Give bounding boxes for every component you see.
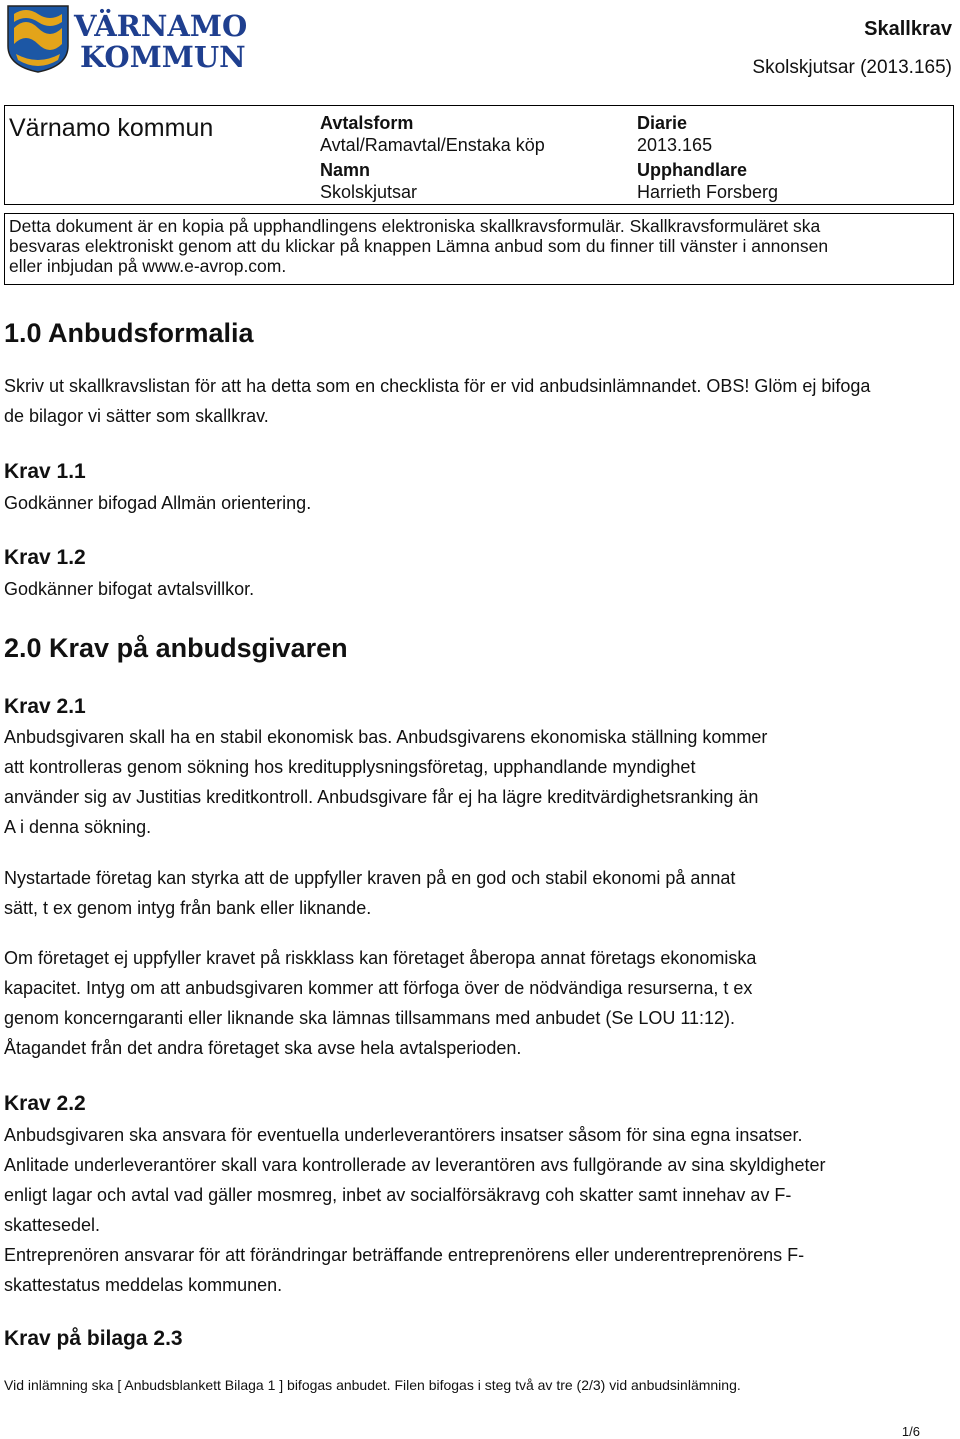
krav-2-1-paragraph-2 — [4, 863, 954, 923]
notice-box — [4, 213, 954, 285]
notice-line: eller inbjudan på www.e-avrop.com. — [9, 256, 287, 276]
document-type: Skallkrav — [864, 18, 952, 40]
page-number: 1/6 — [901, 1424, 920, 1439]
text-line: att kontrolleras genom sökning hos kreditupplysningsföretag, upphandlande myndighet — [4, 757, 696, 777]
krav-2-1-paragraph-3 — [4, 943, 954, 1063]
namn-value: Skolskjutsar — [320, 182, 418, 202]
avtalsform-label: Avtalsform — [320, 113, 414, 133]
text-line: kapacitet. Intyg om att anbudsgivaren kommer att förfoga över de nödvändiga resurserna, t ex — [4, 978, 753, 998]
varnamo-logo — [6, 4, 246, 74]
krav-bilaga-title: Krav på bilaga 2.3 — [4, 1327, 183, 1350]
coat-of-arms-icon — [6, 4, 246, 74]
upphandlare-value: Harrieth Forsberg — [637, 182, 779, 202]
text-line: skattestatus meddelas kommunen. — [4, 1275, 283, 1295]
krav-1-2-text: Godkänner bifogat avtalsvillkor. — [4, 579, 255, 599]
text-line: de bilagor vi sätter som skallkrav. — [4, 406, 269, 426]
section1-intro — [4, 371, 954, 431]
text-line: Anbudsgivaren skall ha en stabil ekonomisk bas. Anbudsgivarens ekonomiska ställning kommer — [4, 727, 768, 747]
text-line: Om företaget ej uppfyller kravet på riskklass kan företaget åberopa annat företags ekonomiska — [4, 948, 757, 968]
text-line: Entreprenören ansvarar för att förändringar beträffande entreprenörens eller underentreprenörens F- — [4, 1245, 805, 1265]
text-line: skattesedel. — [4, 1215, 101, 1235]
text-line: genom koncerngaranti eller liknande ska lämnas tillsammans med anbudet (Se LOU 11:12). — [4, 1008, 736, 1028]
diarie-cell — [637, 112, 712, 156]
krav-2-1-paragraph-1 — [4, 722, 954, 842]
krav-1-1-text: Godkänner bifogad Allmän orientering. — [4, 493, 312, 513]
krav-2-1-title: Krav 2.1 — [4, 695, 86, 718]
notice-line: besvaras elektroniskt genom att du klickar på knappen Lämna anbud som du finner till vänster i annonsen — [9, 236, 829, 256]
text-line: Skriv ut skallkravslistan för att ha detta som en checklista för er vid anbudsinlämnandet. OBS! Glöm ej bifoga — [4, 376, 871, 396]
text-line: Anbudsgivaren ska ansvara för eventuella underleverantörers insatser såsom för sina egna insatser. — [4, 1125, 803, 1145]
section-heading-krav-anbudsgivaren: 2.0 Krav på anbudsgivaren — [4, 633, 348, 663]
notice-line: Detta dokument är en kopia på upphandlingens elektroniska skallkravsformulär. Skallkravsformuläret ska — [9, 216, 821, 236]
krav-2-2-paragraph — [4, 1120, 954, 1300]
diarie-value: 2013.165 — [637, 135, 713, 155]
avtalsform-value: Avtal/Ramavtal/Enstaka köp — [320, 135, 545, 155]
upphandlare-cell — [637, 159, 778, 203]
logo-text-line1: VÄRNAMO — [74, 9, 246, 43]
document-reference: Skolskjutsar (2013.165) — [752, 57, 952, 78]
upphandlare-label: Upphandlare — [637, 160, 748, 180]
diarie-label: Diarie — [637, 113, 688, 133]
text-line: använder sig av Justitias kreditkontroll. Anbudsgivare får ej ha lägre kreditvärdighetsranking än — [4, 787, 759, 807]
namn-label: Namn — [320, 160, 371, 180]
text-line: Nystartade företag kan styrka att de uppfyller kraven på en god och stabil ekonomi på annat — [4, 868, 736, 888]
namn-cell — [320, 159, 417, 203]
krav-bilaga-text: Vid inlämning ska [ Anbudsblankett Bilaga 1 ] bifogas anbudet. Filen bifogas i steg två av tre (2/3) vid anbudsinlämning. — [4, 1377, 741, 1393]
krav-1-2-title: Krav 1.2 — [4, 546, 86, 569]
text-line: A i denna sökning. — [4, 817, 152, 837]
text-line: enligt lagar och avtal vad gäller mosmreg, inbet av socialförsäkravg coh skatter samt innehav av F- — [4, 1185, 792, 1205]
text-line: Åtagandet från det andra företaget ska avse hela avtalsperioden. — [4, 1038, 522, 1058]
text-line: sätt, t ex genom intyg från bank eller liknande. — [4, 898, 372, 918]
procurement-info-table — [4, 105, 954, 205]
text-line: Anlitade underleverantörer skall vara kontrollerade av leverantören avs fullgörande av sina skyldigheter — [4, 1155, 826, 1175]
krav-1-1-title: Krav 1.1 — [4, 460, 86, 483]
logo-text-line2: KOMMUN — [80, 40, 246, 74]
organization-name: Värnamo kommun — [9, 114, 214, 142]
section-heading-anbudsformalia: 1.0 Anbudsformalia — [4, 318, 254, 348]
krav-2-2-title: Krav 2.2 — [4, 1092, 86, 1115]
avtalsform-cell — [320, 112, 545, 156]
